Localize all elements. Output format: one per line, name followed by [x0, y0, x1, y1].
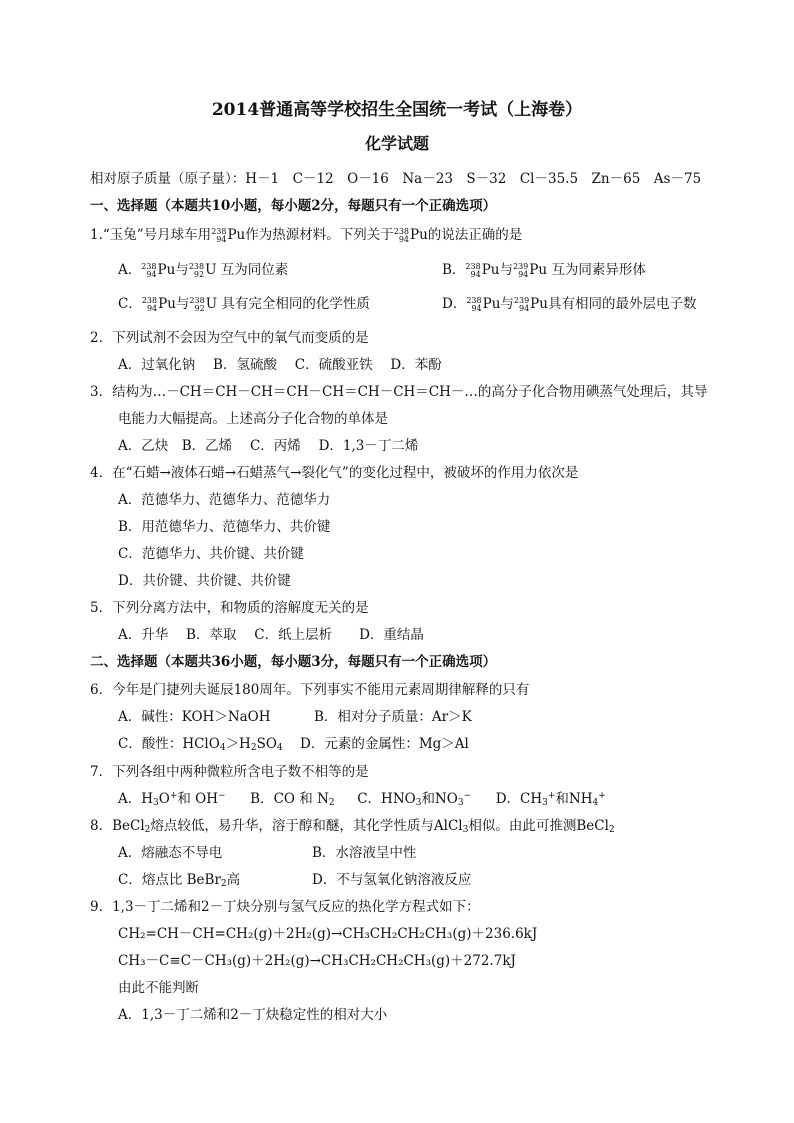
question-3-stem-cont: 电能力大幅提高。上述高分子化合物的单体是: [118, 411, 388, 427]
question-3-stem: 3．结构为…－CH＝CH－CH＝CH－CH＝CH－CH＝CH－…的高分子化合物用碘蒸气处理后，其导: [90, 384, 708, 400]
question-8-option-a: A．熔融态不导电: [118, 845, 223, 861]
question-3-options: A．乙炔 B．乙烯 C．丙烯 D．1,3－丁二烯: [118, 438, 419, 454]
question-4-option-a: A．范德华力、范德华力、范德华力: [118, 492, 331, 508]
question-2-options: A．过氧化钠 B．氢硫酸 C．硫酸亚铁 D．苯酚: [118, 357, 442, 373]
question-4-option-d: D．共价键、共价键、共价键: [118, 573, 291, 589]
question-8-stem: 8．BeCl$_2$熔点较低，易升华，溶于醇和醚，其化学性质与AlCl$_3$相似。由此可推测BeCl$_2$: [90, 818, 615, 835]
question-9-equation-1: CH₂=CH－CH=CH₂(g)＋2H₂(g)→CH₃CH₂CH₂CH₃(g)＋236.6kJ: [118, 926, 538, 942]
section-two-heading: 二、选择题（本题共36小题，每小题3分，每题只有一个正确选项）: [90, 654, 497, 670]
question-6-option-c: C．酸性：$HClO_4>H_2SO_4$: [118, 736, 283, 753]
question-5-stem: 5．下列分离方法中，和物质的溶解度无关的是: [90, 600, 369, 616]
exam-subtitle: 化学试题: [364, 134, 429, 153]
question-1-option-b: B． 238 94 Pu与 239 94 Pu 互为同素异形体: [442, 261, 646, 279]
question-1-option-d: D． 238 94 Pu与 239 94 Pu具有相同的最外层电子数: [442, 295, 697, 313]
question-9-option-a: A．1,3－丁二烯和2－丁炔稳定性的相对大小: [118, 1007, 388, 1023]
atomic-masses: 相对原子质量（原子量）：H－1 C－12 O－16 Na－23 S－32 Cl－35.5 Zn－65 As－75: [90, 171, 702, 187]
question-4-option-c: C．范德华力、共价键、共价键: [118, 546, 304, 562]
section-one-heading: 一、选择题（本题共10小题，每小题2分，每题只有一个正确选项）: [90, 198, 497, 214]
question-9-equation-2: CH₃－C≡C－CH₃(g)＋2H₂(g)→CH₃CH₂CH₂CH₃(g)＋272.7kJ: [118, 953, 516, 969]
nuclide-pu238: 238 94: [211, 226, 227, 244]
question-2-stem: 2．下列试剂不会因为空气中的氧气而变质的是: [90, 330, 369, 346]
question-4-option-b: B．用范德华力、范德华力、共价键: [118, 519, 331, 535]
question-1-stem: 1.“玉兔”号月球车用 238 94 Pu作为热源材料。下列关于 238 94 Pu的说法正确的是: [90, 226, 523, 244]
question-9-text: 由此不能判断: [118, 980, 199, 996]
question-8-option-d: D．不与氢氧化钠溶液反应: [312, 872, 472, 888]
question-8-option-b: B．水溶液呈中性: [312, 845, 417, 861]
question-6-option-a: A．碱性：KOH＞NaOH: [118, 709, 271, 725]
question-8-option-c: C．熔点比 BeBr$_2$高: [118, 872, 241, 889]
question-1-option-c: C． 238 94 Pu与 238 92 U 具有完全相同的化学性质: [118, 295, 370, 313]
question-7-stem: 7．下列各组中两种微粒所含电子数不相等的是: [90, 764, 369, 780]
question-9-stem: 9．1,3－丁二烯和2－丁炔分别与氢气反应的热化学方程式如下：: [90, 899, 480, 915]
question-6-option-b: B．相对分子质量：Ar＞K: [314, 709, 472, 725]
question-5-options: A．升华 B．萃取 C．纸上层析 D．重结晶: [118, 627, 424, 643]
exam-title: 2014普通高等学校招生全国统一考试（上海卷）: [211, 100, 583, 120]
nuclide-pu238: 238 94: [393, 226, 410, 244]
question-4-stem: 4．在“石蜡→液体石蜡→石蜡蒸气→裂化气”的变化过程中，被破坏的作用力依次是: [90, 465, 579, 481]
question-6-option-d: D．元素的金属性：Mg＞Al: [300, 736, 469, 752]
question-1-option-a: A． 238 94 Pu与 238 92 U 互为同位素: [118, 261, 289, 279]
question-6-stem: 6．今年是门捷列夫诞辰180周年。下列事实不能用元素周期律解释的只有: [90, 682, 530, 698]
question-7-options: A．$H_3O^+$和 OH− B．CO 和 $N_2$ C．$HNO_3$和$NO_3^-$ D．$CH_3^+$和$NH_4^+$: [118, 791, 606, 808]
